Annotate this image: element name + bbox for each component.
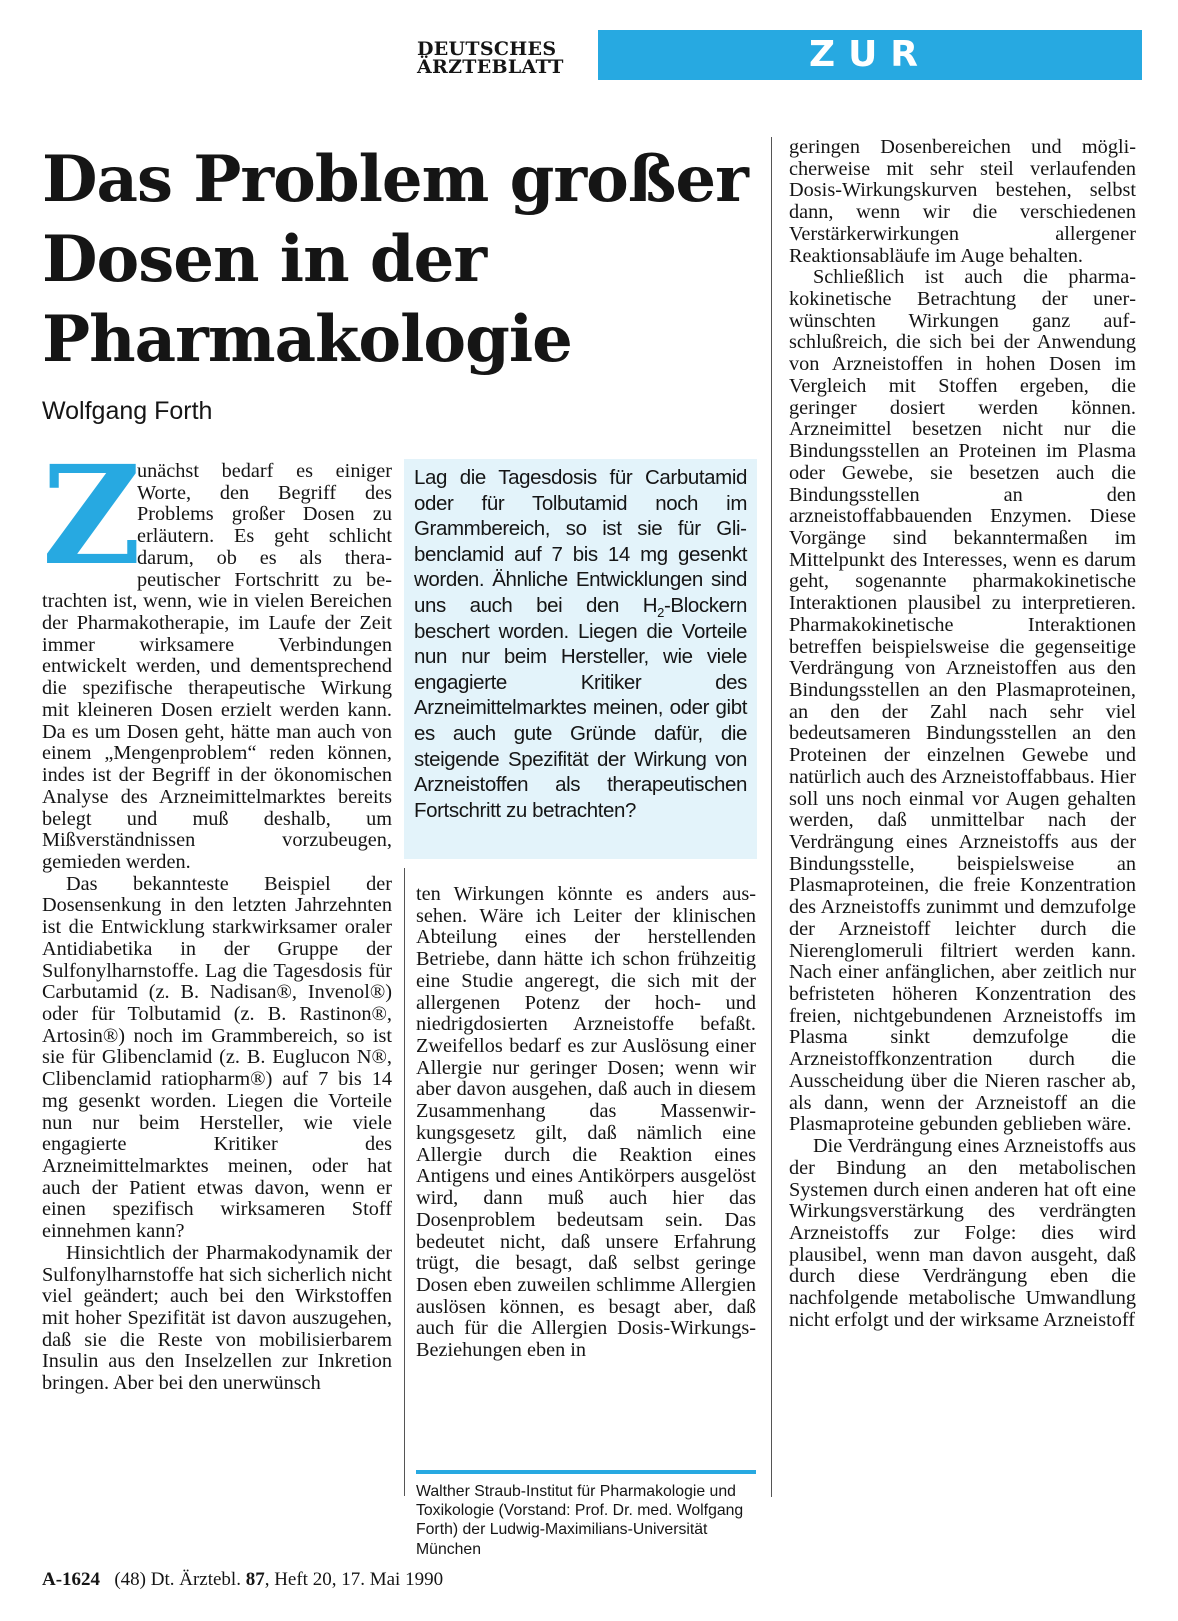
paragraph: Hinsichtlich der Pharmakodynamik der Sulfonylharnstoffe hat sich sicherlich nicht viel geändert; auch bei den Wirkstoffen mit hoher Spezifität ist davon auszugehen, daß sie die Reste von mobilisierbarem Insulin aus den Inselzellen zur Inkretion bringen. Aber bei den unerwünsch (42, 1241, 392, 1395)
pull-quote-text-1: Lag die Tagesdosis für Carbutamid oder für Tolbutamid noch im Grammbereich, so ist sie für Glibenclamid auf 7 bis 14 mg gesenkt worden. Ähnliche Entwicklungen sind uns auch bei den H (414, 466, 747, 617)
paragraph: ten Wirkungen könnte es anders aussehen. Wäre ich Leiter der klinischen Abteilung eines der herstellenden Betriebe, dann hätte ich schon frühzeitig eine Studie angeregt, die sich mit der allergenen Potenz der hoch- und niedrigdosierten Arzneistoffe befaßt. Zweifellos bedarf es zur Auslösung einer Allergie nur geringer Dosen; wenn wir aber davon ausgehen, daß auch in diesem Zusammenhang das Massenwirkungsgesetz gilt, daß nämlich eine Allergie durch die Reaktion eines Antigens und eines Antikörpers ausgelöst wird, dann muß auch hier das Dosenproblem bedeutsam sein. Das bedeutet nicht, daß unsere Erfahrung trügt, die besagt, daß selbst geringe Dosen eben zuweilen schlimme Allergien auslösen können, es besagt aber, daß auch für die Allergien Dosis-Wirkungs-Beziehungen eben in (416, 883, 756, 1362)
page-number: (48) (114, 1569, 146, 1590)
column-divider-right (771, 137, 772, 1497)
logo-line-2: ÄRZTEBLATT (417, 56, 564, 78)
masthead-logo (417, 40, 587, 76)
journal-abbrev: Dt. Ärztebl. (150, 1569, 241, 1590)
paragraph: Die Verdrängung eines Arzneistoffs aus der Bindung an den metabolischen Systemen durch einen anderen hat oft eine Wirkungsverstärkung des verdrängten Arzneistoffs zur Folge: dies wird plausibel, wenn man davon ausgeht, daß durch diese Verdrängung eben die nachfolgende metabolische Umwandlung nicht erfolgt und der wirksame Arzneistoff (789, 1135, 1136, 1331)
section-banner: ZUR FORTBILDUNG (598, 30, 1142, 80)
column-divider-left (404, 868, 405, 1496)
drop-cap: Z (42, 436, 142, 596)
paragraph: unächst bedarf es einiger Worte, den Begriff des Problems großer Dosen zu erläutern. Es geht schlicht darum, ob es als therapeutischer Fortschritt zu betrachten ist, wenn, wie in vielen Bereichen der Pharmakotherapie, im Laufe der Zeit immer wirksamere Verbindungen entwickelt werden, und dementsprechend die spezifische therapeutische Wirkung mit kleineren Dosen erzielt werden kann. Da es um Dosen geht, hätte man auch von einem „Mengenproblem“ reden können, indes ist der Begriff in der ökonomischen Analyse des Arzneimittelmarktes bereits belegt und muß deshalb, um Mißverständnissen vorzubeugen, gemieden werden. (42, 460, 392, 873)
volume: 87 (245, 1569, 265, 1590)
column-1 (42, 436, 392, 1395)
pull-quote-text-2: -Blockern beschert worden. Liegen die Vorteile nun nur beim Hersteller, wie viele engagierte Kritiker des Arzneimittelmarktes meinen, oder gibt es auch gute Gründe dafür, die steigende Spezifität der Wirkung von Arzneistoffen als therapeutischen Fortschritt zu betrachten? (414, 593, 747, 822)
logo-line-1: DEUTSCHES (417, 38, 557, 60)
paragraph: Das bekannteste Beispiel der Dosensenkung in den letzten Jahrzehnten ist die Entwicklung starkwirksamer oraler Antidiabetika in der Gruppe der Sulfonylharnstoffe. Lag die Tagesdosis für Carbutamid (z. B. Nadisan®, Invenol®) oder für Tolbutamid (z. B. Rastinon®, Artosin®) noch im Grammbereich, so ist sie für Glibenclamid (z. B. Euglucon N®, Clibenclamid ratiopharm®) auf 7 bis 14 mg gesenkt worden. Liegen die Vorteile nun nur beim Hersteller, wie viele engagierte Kritiker des Arzneimittelmarktes meinen, oder hat auch der Patient etwas davon, wenn er einen spezifisch wirksameren Stoff einnehmen kann? (42, 872, 392, 1243)
page-code: A-1624 (42, 1569, 101, 1590)
article-author: Wolfgang Forth (42, 397, 213, 425)
author-affiliation: Walther Straub-Institut für Pharmakologie und Toxikologie (Vorstand: Prof. Dr. med. Wolfgang Forth) der Ludwig-Maximilians-Universität München (416, 1483, 744, 1558)
pull-quote (404, 459, 757, 859)
issue-date: , Heft 20, 17. Mai 1990 (264, 1569, 444, 1590)
column-2 (416, 884, 756, 1362)
pull-quote-subscript: 2 (657, 605, 664, 621)
paragraph: geringen Dosenbereichen und möglicherweise mit sehr steil verlaufenden Dosis-Wirkungskurven bestehen, selbst dann, wenn wir die verschiedenen Verstärkerwirkungen allergener Reaktionsabläufe im Auge behalten. (789, 136, 1136, 267)
affiliation-rule (416, 1470, 756, 1474)
page-footer (42, 1569, 443, 1591)
column-3 (789, 137, 1136, 1332)
article-title: Das Problem großer Dosen in der Pharmakologie (42, 142, 748, 377)
paragraph: Schließlich ist auch die pharmakokinetische Betrachtung der unerwünschten Wirkungen ganz aufschlußreich, die sich bei der Anwendung von Arzneistoffen in hohen Dosen im Vergleich mit Stoffen ergeben, die geringer dosiert werden können. Arzneimittel besetzen nicht nur die Bindungsstellen an Proteinen im Plasma oder Gewebe, sie besetzen auch die Bindungsstellen an den arzneistoffabbauenden Enzymen. Diese Vorgänge sind bekanntermaßen im Mittelpunkt des Interesses, wenn es darum geht, sogenannte pharmakokinetische Interaktionen plausibel zu interpretieren. Pharmakokinetische Interaktionen betreffen beispielsweise die gegenseitige Verdrängung von Arzneistoffen aus den Bindungsstellen an den Plasmaproteinen, an den der Zahl nach sehr viel bedeutsameren Bindungsstellen an den Proteinen der einzelnen Gewebe und natürlich auch des Arzneistoffabbaus. Hier soll uns noch einmal vor Augen gehalten werden, daß unmittelbar nach der Verdrängung eines Arzneistoffs aus der Bindungsstelle, beispielsweise an Plasmaproteinen, die freie Konzentration des Arzneistoffs zunimmt und demzufolge der Arzneistoff leichter durch die Nierenglomeruli filtriert werden kann. Nach einer anfänglichen, aber zeitlich nur befristeten höheren Konzentration des freien, nichtgebundenen Arzneistoffs im Plasma sinkt demzufolge die Arzneistoffkonzentration durch die Ausscheidung über die Nieren rascher ab, als dann, wenn der Arzneistoff an die Plasmaproteine gebunden geblieben wäre. (789, 266, 1136, 1136)
